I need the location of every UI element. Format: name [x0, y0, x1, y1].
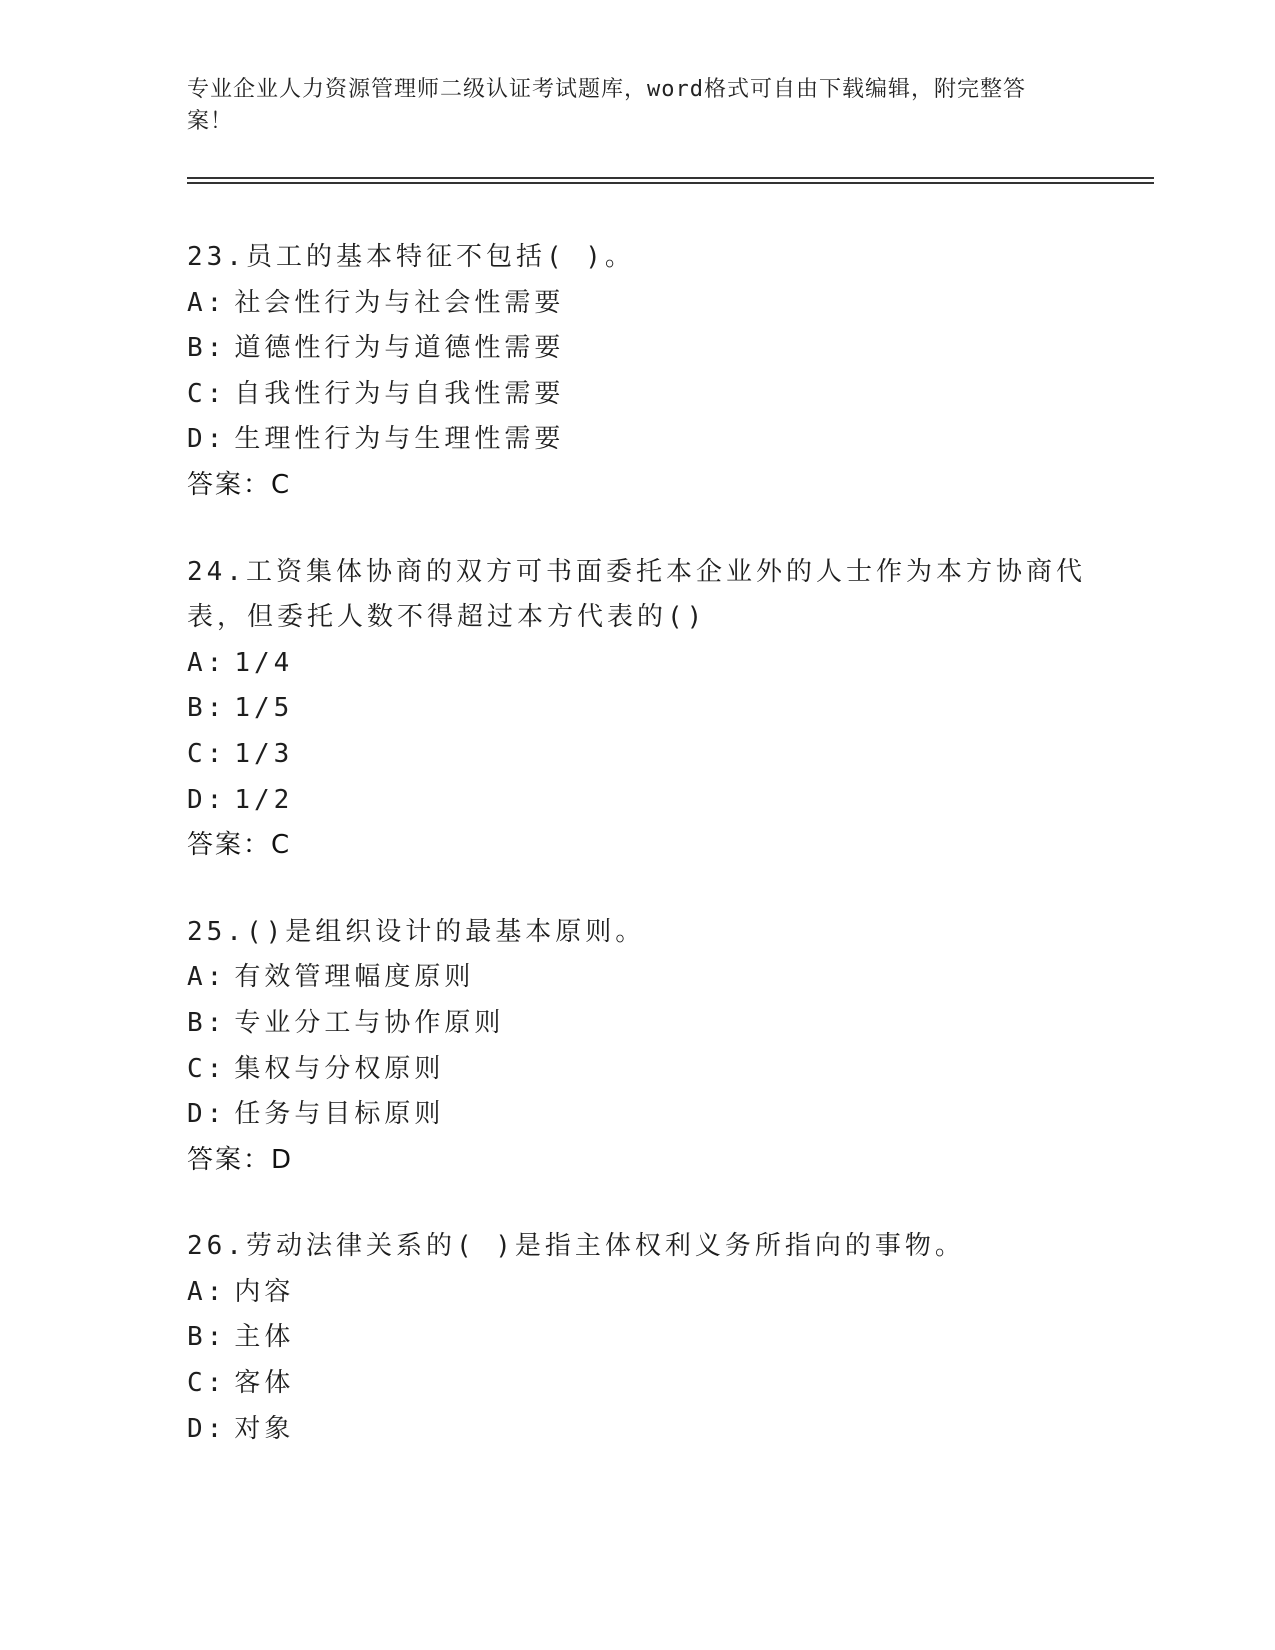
- option-text: 集权与分权原则: [234, 1053, 445, 1084]
- option-a: [187, 955, 1087, 1001]
- option-key: D:: [187, 784, 227, 815]
- option-key: A:: [187, 1276, 227, 1307]
- option-a: [187, 281, 1087, 327]
- answer-line: 答案：C: [187, 469, 292, 500]
- option-key: A:: [187, 962, 227, 993]
- option-d: [187, 417, 1087, 463]
- option-key: B:: [187, 1322, 227, 1353]
- header-divider-bottom: [187, 182, 1154, 184]
- option-key: A:: [187, 287, 227, 318]
- question-26: [187, 1224, 1087, 1452]
- option-text: 1/4: [234, 647, 294, 678]
- option-b: [187, 1315, 1087, 1361]
- option-key: C:: [187, 1368, 227, 1399]
- option-a: [187, 1270, 1087, 1316]
- option-b: [187, 326, 1087, 372]
- option-d: [187, 1092, 1087, 1138]
- option-c: [187, 732, 1087, 778]
- question-25: [187, 910, 1087, 1184]
- document-header: 专业企业人力资源管理师二级认证考试题库，word格式可自由下载编辑，附完整答案！: [187, 77, 1026, 134]
- option-c: [187, 1361, 1087, 1407]
- option-text: 任务与目标原则: [234, 1099, 445, 1130]
- question-stem: 23.员工的基本特征不包括( )。: [187, 242, 635, 272]
- option-key: D:: [187, 424, 227, 455]
- option-d: [187, 778, 1087, 824]
- option-text: 主体: [234, 1322, 295, 1353]
- option-text: 1/3: [234, 738, 294, 769]
- option-text: 客体: [234, 1368, 295, 1399]
- option-c: [187, 372, 1087, 418]
- option-text: 1/2: [234, 784, 294, 815]
- option-text: 社会性行为与社会性需要: [234, 287, 565, 318]
- option-text: 自我性行为与自我性需要: [234, 378, 565, 409]
- option-b: [187, 1001, 1087, 1047]
- answer-line: 答案：D: [187, 1144, 294, 1175]
- option-d: [187, 1407, 1087, 1453]
- option-key: B:: [187, 693, 227, 724]
- header-divider-top: [187, 177, 1154, 179]
- option-key: B:: [187, 333, 227, 364]
- option-text: 对象: [234, 1413, 295, 1444]
- question-stem: 25.()是组织设计的最基本原则。: [187, 916, 646, 947]
- option-c: [187, 1047, 1087, 1093]
- answer-line: 答案：C: [187, 830, 292, 861]
- question-stem: 26.劳动法律关系的( )是指主体权利义务所指向的事物。: [187, 1231, 965, 1262]
- option-key: A:: [187, 647, 227, 678]
- option-key: C:: [187, 738, 227, 769]
- question-23: [187, 235, 1087, 509]
- option-key: B:: [187, 1007, 227, 1038]
- option-text: 1/5: [234, 693, 294, 724]
- option-key: D:: [187, 1413, 227, 1444]
- option-text: 专业分工与协作原则: [234, 1007, 505, 1038]
- question-stem: 24.工资集体协商的双方可书面委托本企业外的人士作为本方协商代表，但委托人数不得超过本方代表的(): [187, 556, 1086, 633]
- option-text: 生理性行为与生理性需要: [234, 424, 565, 455]
- question-list: [187, 235, 1087, 1493]
- option-text: 内容: [234, 1276, 295, 1307]
- option-a: [187, 641, 1087, 687]
- option-text: 道德性行为与道德性需要: [234, 333, 565, 364]
- question-24: [187, 550, 1087, 869]
- option-key: D:: [187, 1099, 227, 1130]
- option-text: 有效管理幅度原则: [234, 962, 475, 993]
- option-key: C:: [187, 378, 227, 409]
- option-b: [187, 686, 1087, 732]
- option-key: C:: [187, 1053, 227, 1084]
